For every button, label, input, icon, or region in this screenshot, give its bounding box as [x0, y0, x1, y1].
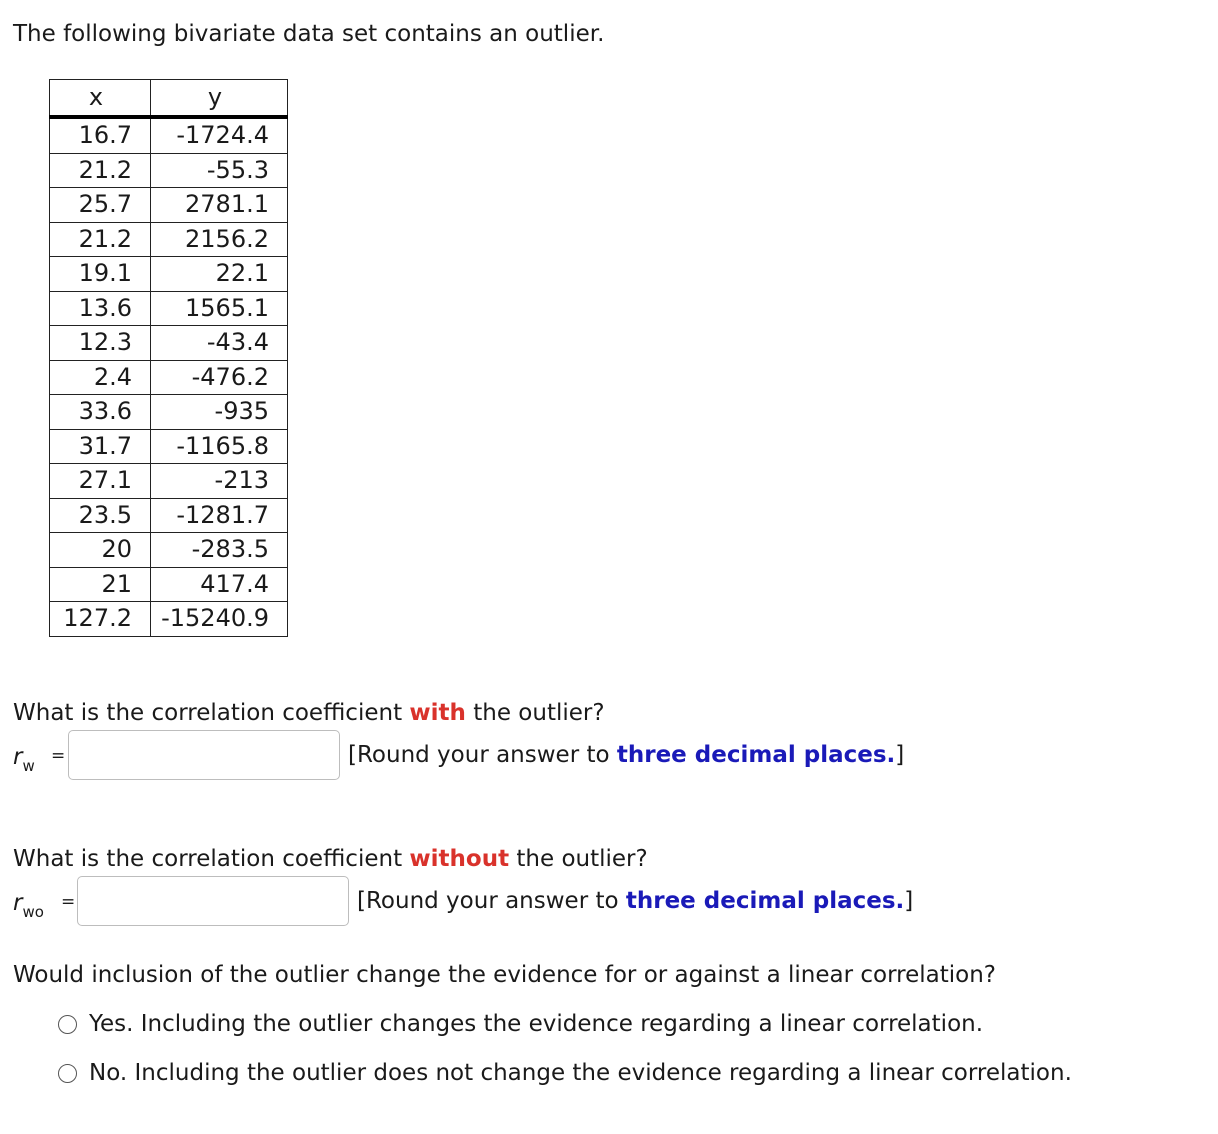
table-row — [50, 117, 288, 153]
q1-text-before: What is the correlation coefficient — [13, 700, 410, 726]
r-subscript-w: w — [22, 757, 35, 775]
cell-x: 21.2 — [50, 153, 151, 188]
radio-yes-icon[interactable] — [58, 1015, 77, 1034]
table-row — [50, 464, 288, 499]
option-yes[interactable] — [58, 1008, 983, 1040]
table-row — [50, 257, 288, 292]
equals-sign: = — [51, 746, 66, 766]
table-row — [50, 395, 288, 430]
question-without-outlier — [13, 843, 648, 875]
cell-y: -43.4 — [151, 326, 288, 361]
round-note-2-after: ] — [904, 888, 914, 914]
table-header-row — [50, 80, 288, 118]
cell-x: 127.2 — [50, 602, 151, 637]
cell-y: -283.5 — [151, 533, 288, 568]
cell-x: 27.1 — [50, 464, 151, 499]
question-with-outlier — [13, 697, 605, 729]
cell-x: 21 — [50, 567, 151, 602]
table-body — [50, 117, 288, 636]
radio-no-icon[interactable] — [58, 1064, 77, 1083]
header-x: x — [50, 80, 151, 118]
r-without-input[interactable] — [77, 876, 349, 926]
r-without-label — [13, 890, 44, 921]
cell-x: 2.4 — [50, 360, 151, 395]
cell-y: -1724.4 — [151, 117, 288, 153]
q2-text-after: the outlier? — [509, 846, 648, 872]
cell-x: 21.2 — [50, 222, 151, 257]
option-no[interactable] — [58, 1057, 1072, 1089]
cell-x: 19.1 — [50, 257, 151, 292]
table-row — [50, 360, 288, 395]
r-with-label — [13, 744, 35, 775]
equals-sign: = — [61, 892, 76, 912]
round-note-2-highlight: three decimal places. — [625, 888, 905, 914]
cell-y: -55.3 — [151, 153, 288, 188]
table-row — [50, 429, 288, 464]
data-table — [49, 79, 288, 637]
header-y: y — [151, 80, 288, 118]
cell-y: 2156.2 — [151, 222, 288, 257]
round-note-2 — [357, 885, 913, 917]
cell-x: 16.7 — [50, 117, 151, 153]
round-note-1-highlight: three decimal places. — [616, 742, 896, 768]
cell-y: -935 — [151, 395, 288, 430]
cell-y: -15240.9 — [151, 602, 288, 637]
q2-text-before: What is the correlation coefficient — [13, 846, 410, 872]
answer-row-with — [13, 730, 1013, 784]
cell-y: 417.4 — [151, 567, 288, 602]
option-yes-label: Yes. Including the outlier changes the evidence regarding a linear correlation. — [89, 1011, 984, 1037]
round-note-2-before: [Round your answer to — [357, 888, 626, 914]
q2-highlight: without — [409, 846, 510, 872]
cell-x: 25.7 — [50, 188, 151, 223]
table-row — [50, 602, 288, 637]
question-evidence: Would inclusion of the outlier change the evidence for or against a linear correlation? — [13, 962, 996, 988]
cell-x: 33.6 — [50, 395, 151, 430]
cell-y: 2781.1 — [151, 188, 288, 223]
cell-y: -476.2 — [151, 360, 288, 395]
table-row — [50, 188, 288, 223]
answer-row-without — [13, 876, 1013, 930]
problem-intro: The following bivariate data set contains an outlier. — [13, 21, 605, 47]
cell-x: 12.3 — [50, 326, 151, 361]
cell-y: -213 — [151, 464, 288, 499]
round-note-1 — [348, 739, 904, 771]
option-no-label: No. Including the outlier does not change the evidence regarding a linear correlation. — [89, 1060, 1072, 1086]
cell-y: -1165.8 — [151, 429, 288, 464]
cell-y: 22.1 — [151, 257, 288, 292]
cell-y: 1565.1 — [151, 291, 288, 326]
q1-highlight: with — [409, 700, 466, 726]
cell-y: -1281.7 — [151, 498, 288, 533]
r-subscript-wo: wo — [22, 903, 44, 921]
cell-x: 23.5 — [50, 498, 151, 533]
cell-x: 20 — [50, 533, 151, 568]
round-note-1-after: ] — [895, 742, 905, 768]
table-row — [50, 326, 288, 361]
r-symbol: r — [13, 744, 23, 770]
q1-text-after: the outlier? — [465, 700, 605, 726]
table-row — [50, 567, 288, 602]
table-row — [50, 291, 288, 326]
r-with-input[interactable] — [68, 730, 340, 780]
r-symbol: r — [13, 890, 23, 916]
cell-x: 31.7 — [50, 429, 151, 464]
table-row — [50, 153, 288, 188]
round-note-1-before: [Round your answer to — [348, 742, 617, 768]
table-row — [50, 533, 288, 568]
table-row — [50, 498, 288, 533]
cell-x: 13.6 — [50, 291, 151, 326]
table-row — [50, 222, 288, 257]
